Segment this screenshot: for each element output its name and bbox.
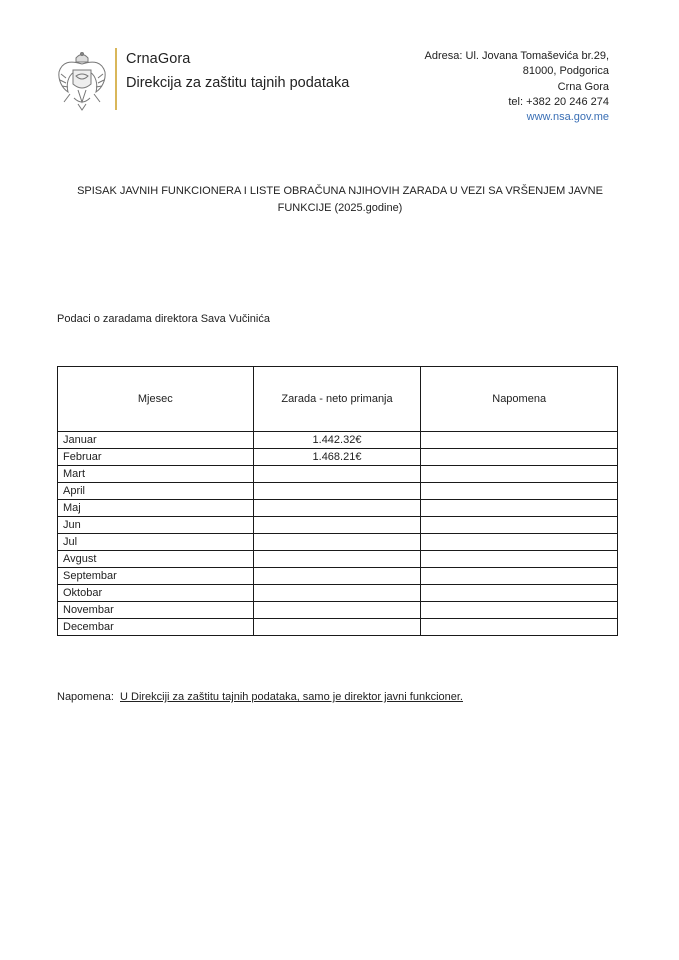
amount-cell xyxy=(253,517,421,534)
note-cell xyxy=(421,432,618,449)
month-cell: Januar xyxy=(58,432,254,449)
amount-cell: 1.468.21€ xyxy=(253,449,421,466)
phone: tel: +382 20 246 274 xyxy=(508,95,609,108)
note-cell xyxy=(421,602,618,619)
address-line-2: 81000, Podgorica xyxy=(522,65,609,78)
header-divider xyxy=(115,48,117,110)
title-line-1: SPISAK JAVNIH FUNKCIONERA I LISTE OBRAČUNA NJIHOVIH ZARADA U VEZI SA VRŠENJEM JAVNE xyxy=(77,185,603,197)
note-cell xyxy=(421,500,618,517)
table-row xyxy=(58,534,618,551)
country: Crna Gora xyxy=(557,80,609,93)
month-cell: Februar xyxy=(58,449,254,466)
amount-cell xyxy=(253,466,421,483)
salary-table xyxy=(57,366,618,636)
month-cell: Jun xyxy=(58,517,254,534)
document-subtitle: Podaci o zaradama direktora Sava Vučinića xyxy=(57,313,270,325)
montenegro-coat-of-arms-icon xyxy=(56,50,108,112)
table-row xyxy=(58,517,618,534)
note-cell xyxy=(421,534,618,551)
header-note: Napomena xyxy=(421,367,618,432)
amount-cell xyxy=(253,568,421,585)
table-row xyxy=(58,585,618,602)
month-cell: Jul xyxy=(58,534,254,551)
contact-block xyxy=(425,49,609,125)
letterhead xyxy=(0,0,679,140)
note-cell xyxy=(421,568,618,585)
amount-cell xyxy=(253,551,421,568)
amount-cell xyxy=(253,534,421,551)
footer-note xyxy=(57,691,463,703)
amount-cell xyxy=(253,483,421,500)
amount-cell xyxy=(253,619,421,636)
table-row xyxy=(58,449,618,466)
note-cell xyxy=(421,619,618,636)
table-row xyxy=(58,602,618,619)
month-cell: Avgust xyxy=(58,551,254,568)
address-line-1: Adresa: Ul. Jovana Tomaševića br.29, xyxy=(424,50,609,62)
footer-note-text: U Direkciji za zaštitu tajnih podataka, samo je direktor javni funkcioner. xyxy=(120,691,463,703)
org-name: CrnaGora xyxy=(126,51,191,67)
org-subtitle: Direkcija za zaštitu tajnih podataka xyxy=(126,75,350,91)
note-cell xyxy=(421,551,618,568)
month-cell: April xyxy=(58,483,254,500)
amount-cell xyxy=(253,500,421,517)
amount-cell xyxy=(253,602,421,619)
note-cell xyxy=(421,466,618,483)
footer-note-label: Napomena: xyxy=(57,691,114,703)
month-cell: Mart xyxy=(58,466,254,483)
month-cell: Oktobar xyxy=(58,585,254,602)
month-cell: Septembar xyxy=(58,568,254,585)
table-row xyxy=(58,551,618,568)
table-header-row xyxy=(58,367,618,432)
note-cell xyxy=(421,449,618,466)
table-row xyxy=(58,466,618,483)
header-salary: Zarada - neto primanja xyxy=(253,367,421,432)
title-line-2: FUNKCIJE (2025.godine) xyxy=(277,202,403,214)
month-cell: Novembar xyxy=(58,602,254,619)
header-month: Mjesec xyxy=(58,367,254,432)
note-cell xyxy=(421,517,618,534)
amount-cell: 1.442.32€ xyxy=(253,432,421,449)
website-link[interactable]: www.nsa.gov.me xyxy=(526,111,609,124)
table-row xyxy=(58,432,618,449)
table-row xyxy=(58,483,618,500)
amount-cell xyxy=(253,585,421,602)
table-row xyxy=(58,619,618,636)
month-cell: Maj xyxy=(58,500,254,517)
note-cell xyxy=(421,483,618,500)
month-cell: Decembar xyxy=(58,619,254,636)
document-title xyxy=(60,183,620,217)
table-row xyxy=(58,500,618,517)
table-row xyxy=(58,568,618,585)
note-cell xyxy=(421,585,618,602)
